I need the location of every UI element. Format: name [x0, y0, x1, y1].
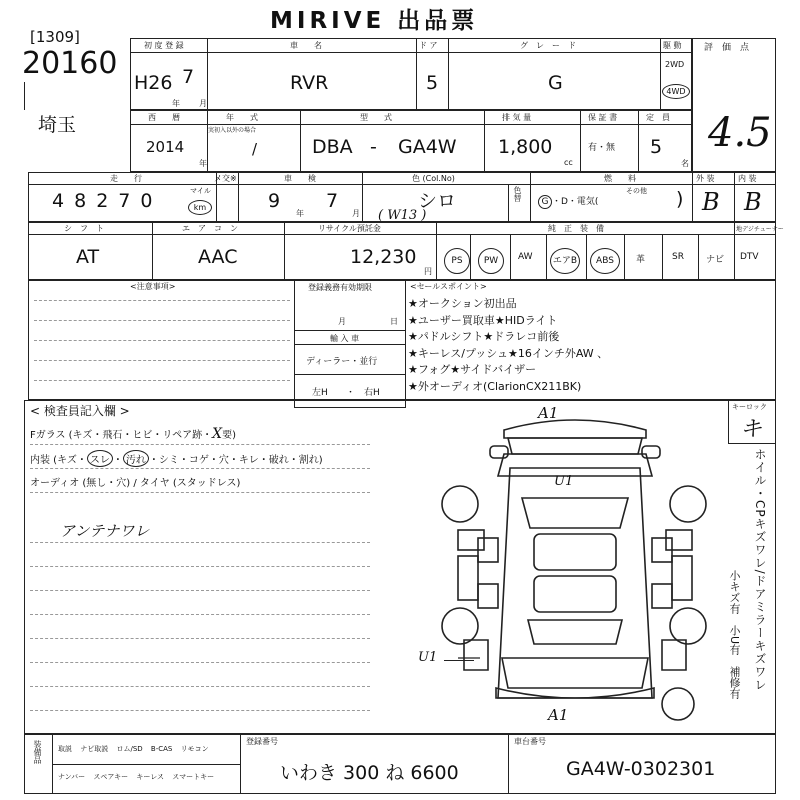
label-model-type: 型 式: [360, 113, 392, 122]
headlight-left: [490, 446, 508, 458]
wheel-rear-right: [670, 608, 706, 644]
label-doors: ド ア: [419, 41, 438, 50]
label-plate: 登録番号: [246, 737, 278, 746]
drive-2wd: 2WD: [665, 60, 685, 69]
km-unit-circled: km: [188, 200, 212, 215]
inspector-glass-row: Fガラス (キズ・飛石・ヒビ・リペア跡・X要): [30, 426, 237, 442]
model-code: GA4W: [398, 136, 457, 158]
label-aircon: エ ア コ ン: [182, 224, 238, 233]
sales-points-list: [408, 296, 608, 395]
label-color: 色 (Col.No): [412, 174, 455, 183]
exterior-grade: B: [702, 188, 720, 216]
label-mileage: 走 行: [110, 174, 142, 183]
sales-point: ★フォグ★サイドバイザー: [408, 363, 537, 376]
door-right: [672, 556, 692, 600]
mark-front: A1: [538, 404, 559, 422]
first-reg-month: 7: [182, 66, 195, 88]
sheet-title: [270, 2, 478, 35]
equip-navi: ナビ: [706, 255, 725, 265]
label-inspector: < 検査員記入欄 >: [30, 404, 130, 418]
wheel-rear-left: [442, 608, 478, 644]
mile-label: マイル: [190, 187, 211, 195]
cc-unit: cc: [564, 158, 573, 167]
car-diagram: [430, 408, 720, 734]
sheet-title-jp: 出品票: [397, 8, 479, 34]
label-recycle: リサイクル預託金: [318, 224, 381, 233]
quarter-right: [652, 584, 672, 608]
year-unit: 年: [172, 99, 180, 108]
inspection-month: 7: [326, 190, 339, 212]
sales-point: ★オークション初出品: [408, 297, 517, 310]
reg-month: 月: [338, 317, 346, 326]
mark-side: U1: [418, 650, 438, 665]
equip-leather: 革: [636, 255, 646, 265]
label-notes: <注意事項>: [130, 282, 176, 291]
handwritten-note: アンテナワレ: [60, 522, 150, 540]
roof: [534, 534, 616, 570]
equip-airbag: エアB: [550, 248, 580, 274]
inspector-interior-row: 内装 (キズ・ スレ ・ 汚れ ・シミ・コゲ・穴・キレ・破れ・割れ): [30, 450, 323, 467]
docs-row-1: 取説 ナビ取説 ロム/SD B-CAS リモコン: [58, 745, 209, 753]
spare-wheel: [662, 688, 694, 720]
capacity-value: 5: [650, 136, 663, 158]
stain-circled-1: スレ: [87, 450, 113, 467]
stain-circled-2: 汚れ: [123, 450, 149, 467]
fender-right: [666, 530, 692, 550]
car-name: RVR: [290, 72, 329, 94]
door-left: [458, 556, 478, 600]
year-western: 2014: [146, 138, 185, 156]
color-value: シロ: [418, 190, 457, 212]
lot-number: 20160: [22, 46, 118, 81]
rear-window: [528, 620, 622, 644]
label-car-name: 車 名: [290, 41, 322, 50]
glass-mark: X: [212, 426, 223, 442]
label-drive: 駆 動: [663, 41, 682, 50]
sales-point: ★パドルシフト★ドラレコ前後: [408, 330, 560, 343]
equip-abs: ABS: [590, 248, 620, 274]
drive-4wd-circled: 4WD: [662, 84, 690, 99]
windshield: [522, 498, 628, 528]
sales-point: ★キーレス/プッシュ★16インチ外AW 、: [408, 346, 609, 360]
label-import: 輸 入 車: [330, 334, 360, 343]
right-hand: 右H: [364, 388, 380, 398]
label-inspection: 車 検: [284, 174, 316, 183]
color-code: ( W13 ): [378, 208, 427, 223]
fuel-other-label: その他: [626, 187, 647, 195]
prefecture: 埼玉: [38, 114, 77, 136]
label-fuel: 燃 料: [604, 174, 636, 183]
rear-quarter-left: [464, 640, 488, 670]
chassis-number: GA4W-0302301: [566, 758, 716, 780]
mark-roof: U1: [554, 474, 574, 489]
fuel-options: G ・D・電気(: [538, 194, 598, 209]
label-warranty: 保 証 書: [588, 113, 618, 122]
equip-dtv: DTV: [740, 252, 759, 262]
quarter-left: [478, 584, 498, 608]
yen-unit: 円: [424, 267, 432, 276]
fender-left: [458, 530, 484, 550]
doors-value: 5: [426, 72, 439, 94]
side-repair-text: 小キズ有 小U有 補修有: [728, 570, 741, 700]
label-score: 評 価 点: [704, 43, 750, 53]
row-first-reg: [130, 38, 692, 110]
displacement-value: 1,800: [498, 136, 553, 158]
label-chassis: 車台番号: [514, 737, 546, 746]
equip-aw: AW: [518, 252, 533, 262]
auction-sheet: MIRIVE 出品票 [1309] 20160 埼玉 初 度 登 録 車 名 ド ア グ レ ー ド 駆 動 H26 7 年 月 RVR 5 G 2WD 4WD 評 価 点 4.5 西 暦 年 式 実初入以外の場合 型 式 排 気 量 保 証 書 定 員 2014 年 / DBA - GA4W 1,800 cc 有・無 5 名 走 行 メ交※ 車 検 色 (Col.No) 燃 料 外 装 内 装 48270 マイル km 9 年 7 月 シロ ( W13 ) 色替 G ・D・電気( その他 ) B B シ フ ト エ ア コ ン リサイクル預託金 純 正 装 備 地デジチューナー AT AAC 12,230 円 PS PW AW エアB ABS 革 SR ナビ DTV <注意事項> 登録義務有効期限 月 日 輸 入 車 ディーラー・並行 左H ・ 右H <セールスポイント> ★オークション初出品 ★ユーザー買取車★HIDライト ★パドルシフト★ドラレコ前後 ★キーレス/プッシュ★16インチ外AW 、 ★フォグ★サイドバイザー ★外オーディオ(ClarionCX211BK) < 検査員記入欄 > Fガラス (キズ・飛石・ヒビ・リペア跡・X要) 内装 (キズ・ スレ ・ 汚れ ・シミ・コゲ・穴・キレ・破れ・割れ) オーディオ (無し・穴) / タイヤ (スタッドレス) アンテナワレ キーロック キ ホイル・CPキズワレ/ドアミラーキズワレ 小キズ有 小U有 補修有 A1 U1 A1 U1 装備品 取説 ナビ取説 ロム/SD B-CAS リモコン ナンバー スペアキー キーレス スマートキー 登録番号 いわき 300 ね 6600 車台番号 GA4W-0302301: [0, 0, 800, 800]
plate-number: いわき 300 ね 6600: [280, 762, 459, 784]
inspector-audio-row: オーディオ (無し・穴) / タイヤ (スタッドレス): [30, 478, 241, 489]
label-key-lock: キーロック: [732, 403, 767, 411]
rear-quarter-right: [662, 640, 686, 670]
left-hand: 左H: [312, 388, 328, 398]
key-mark: キ: [740, 417, 763, 442]
body-outline: [498, 468, 652, 698]
label-model-year-sub: 実初入以外の場合: [208, 127, 257, 134]
mileage-digits: 48270: [52, 190, 163, 212]
label-digital-tv: 地デジチューナー: [736, 226, 784, 233]
label-shift: シ フ ト: [64, 224, 104, 233]
label-exterior: 外 装: [696, 174, 715, 183]
recycle-value: 12,230: [350, 246, 417, 268]
capacity-unit: 名: [681, 159, 689, 168]
fuel-g-circled: G: [538, 195, 552, 209]
dealer-parallel: ディーラー・並行: [306, 357, 378, 367]
label-sales-points: <セールスポイント>: [410, 282, 487, 291]
label-reg-date: 登録義務有効期限: [308, 283, 372, 292]
mark-rear: A1: [548, 706, 569, 724]
label-western: 西 暦: [148, 113, 180, 122]
warranty-options: 有・無: [588, 143, 616, 153]
model-year-mark: /: [252, 140, 258, 158]
label-capacity: 定 員: [646, 113, 670, 122]
year-unit-2: 年: [199, 159, 207, 168]
fuel-close: ): [676, 188, 684, 210]
lot-code: [1309]: [30, 28, 80, 46]
rear-bumper: [496, 688, 654, 698]
aircon-value: AAC: [198, 246, 238, 268]
month-unit: 月: [199, 99, 207, 108]
interior-grade: B: [744, 188, 762, 216]
equip-pw: PW: [478, 248, 504, 274]
label-model-year: 年 式: [226, 113, 258, 122]
headlight-right: [642, 446, 660, 458]
label-grade: グ レ ー ド: [520, 41, 576, 50]
label-docs: 装備品: [33, 740, 42, 764]
equip-ps: PS: [444, 248, 470, 274]
front-bumper: [504, 420, 646, 438]
docs-row-2: ナンバー スペアキー キーレス スマートキー: [58, 773, 215, 781]
roof-rear: [534, 576, 616, 612]
hood-front: [508, 438, 642, 454]
wheel-front-left: [442, 486, 478, 522]
inspection-month-unit: 月: [352, 209, 360, 218]
wheel-front-right: [670, 486, 706, 522]
grade-value: G: [548, 72, 563, 94]
reg-day: 日: [390, 317, 398, 326]
equip-sr: SR: [672, 252, 684, 262]
side-damage-text: ホイル・CPキズワレ/ドアミラーキズワレ: [753, 448, 767, 692]
hood: [498, 454, 652, 476]
label-first-reg: 初 度 登 録: [144, 41, 184, 50]
trunk: [502, 658, 648, 688]
label-equip: 純 正 装 備: [548, 224, 604, 233]
shift-value: AT: [76, 246, 100, 268]
inspection-year: 9: [268, 190, 281, 212]
model-prefix: DBA: [312, 136, 353, 158]
inspection-year-unit: 年: [296, 209, 304, 218]
first-reg-era: H26: [134, 72, 173, 94]
brand-name: MIRIVE: [270, 8, 386, 34]
sales-point: ★ユーザー買取車★HIDライト: [408, 313, 558, 327]
label-interior: 内 装: [738, 174, 757, 183]
label-displacement: 排 気 量: [502, 113, 532, 122]
label-meter-swap: メ交※: [214, 174, 237, 183]
score-value: 4.5: [708, 110, 772, 156]
label-color-change: 色替: [513, 186, 522, 202]
sales-point: ★外オーディオ(ClarionCX211BK): [408, 379, 582, 393]
